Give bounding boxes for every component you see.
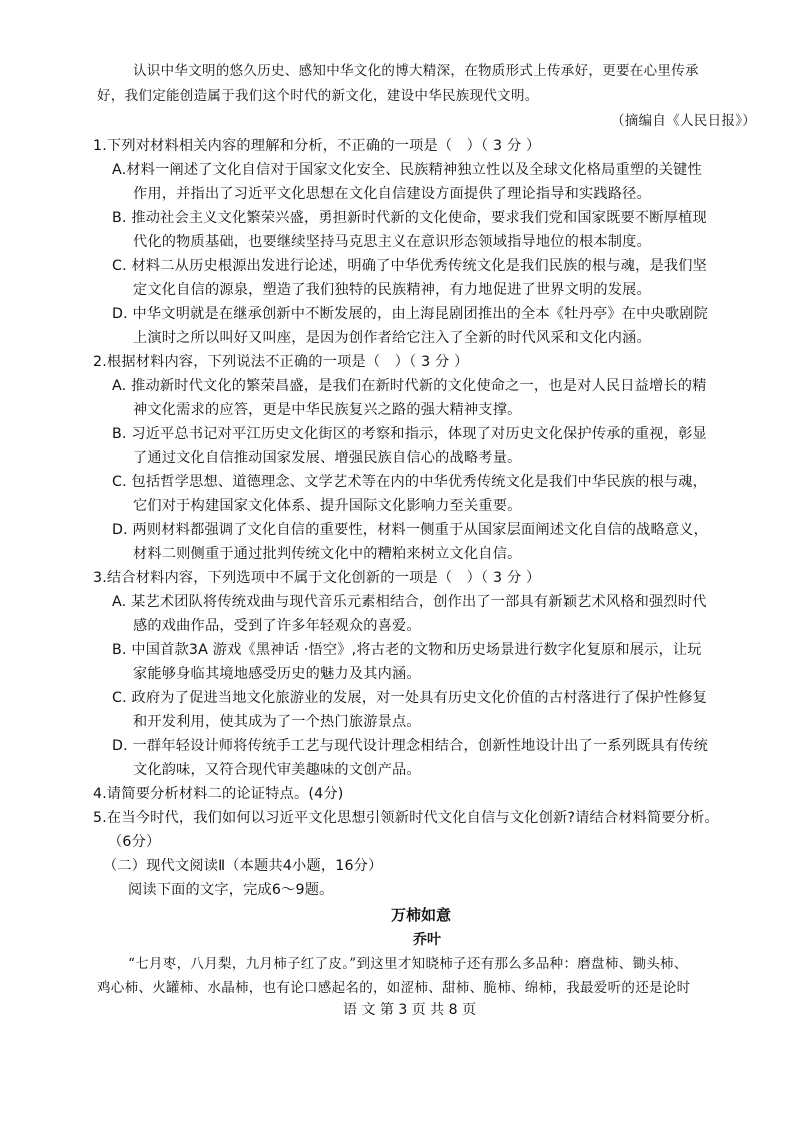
q3-option-c-line-2: 和开发利用，使其成为了一个热门旅游景点。: [133, 714, 421, 730]
q2-option-d-line-1: D. 两则材料都强调了文化自信的重要性，材料一侧重于从国家层面阐述文化自信的战略意义，: [112, 522, 709, 538]
q3-option-d-line-2: 文化韵味，又符合现代审美趣味的文创产品。: [133, 762, 421, 778]
q2-option-c-line-2: 它们对于构建国家文化体系、提升国际文化影响力至关重要。: [133, 498, 522, 514]
intro-line-2: 好，我们定能创造属于我们这个时代的新文化，建设中华民族现代文明。: [97, 88, 539, 104]
q2-option-d-line-2: 材料二则侧重于通过批判传统文化中的糟粕来树立文化自信。: [133, 546, 522, 562]
q3-option-b-line-1: B. 中国首款3A 游戏《黑神话 ·悟空》,将古老的文物和历史场景进行数字化复原和展示，让玩: [112, 642, 702, 658]
q3-option-a-line-2: 感的戏曲作品，受到了许多年轻观众的喜爱。: [133, 618, 421, 634]
question-5-score: （6分）: [108, 834, 161, 850]
intro-line-1: 认识中华文明的悠久历史、感知中华文化的博大精深，在物质形式上传承好，更要在心里传承: [133, 63, 699, 79]
q1-option-a-line-2: 作用，并指出了习近平文化思想在文化自信建设方面提供了理论指导和实践路径。: [133, 186, 651, 202]
q2-option-a-line-1: A. 推动新时代文化的繁荣昌盛，是我们在新时代新的文化使命之一，也是对人民日益增长的精: [112, 378, 707, 394]
q1-option-d-line-2: 上演时之所以叫好又叫座，是因为创作者给它注入了全新的时代风采和文化内涵。: [133, 330, 651, 346]
q1-option-a-line-1: A.材料一阐述了文化自信对于国家文化安全、民族精神独立性以及全球文化格局重塑的关键性: [112, 162, 702, 178]
q2-option-b-line-1: B. 习近平总书记对平江历史文化街区的考察和指示，体现了对历史文化保护传承的重视，彰显: [112, 426, 707, 442]
question-4-stem: 4.请简要分析材料二的论证特点。(4分): [93, 786, 344, 802]
question-3-stem: 3.结合材料内容，下列选项中不属于文化创新的一项是（ ）（ 3 分 ）: [93, 570, 541, 586]
q3-option-a-line-1: A. 某艺术团队将传统戏曲与现代音乐元素相结合，创作出了一部具有新颖艺术风格和强烈时代: [112, 594, 707, 610]
q2-option-a-line-2: 神文化需求的应答，更是中华民族复兴之路的强大精神支撑。: [133, 402, 522, 418]
question-1-stem: 1.下列对材料相关内容的理解和分析，不正确的一项是（ ）（ 3 分 ）: [93, 138, 541, 154]
q1-option-d-line-1: D. 中华文明就是在继承创新中不断发展的，由上海昆剧团推出的全本《牡丹亭》在中央歌剧院: [112, 306, 709, 322]
section-instruction: 阅读下面的文字，完成6～9题。: [128, 882, 334, 898]
q1-option-c-line-2: 定文化自信的源泉，塑造了我们独特的民族精神，有力地促进了世界文明的发展。: [133, 282, 651, 298]
article-paragraph-line-2: 鸡心柿、火罐柿、水晶柿，也有论口感起名的，如涩柿、甜柿、脆柿、绵柿，我最爱听的还是论时: [97, 980, 691, 996]
question-2-stem: 2.根据材料内容，下列说法不正确的一项是（ ）（ 3 分 ）: [93, 354, 469, 370]
article-title: 万柿如意: [391, 906, 452, 924]
q2-option-c-line-1: C. 包括哲学思想、道德理念、文学艺术等在内的中华优秀传统文化是我们中华民族的根与魂，: [112, 474, 708, 490]
q3-option-d-line-1: D. 一群年轻设计师将传统手工艺与现代设计理念相结合，创新性地设计出了一系列既具有传统: [112, 738, 709, 754]
article-paragraph-line-1: “七月枣，八月梨，九月柿子红了皮。”到这里才知晓柿子还有那么多品种：磨盘柿、锄头柿、: [128, 956, 688, 972]
q3-option-b-line-2: 家能够身临其境地感受历史的魅力及其内涵。: [133, 666, 421, 682]
question-5-stem: 5.在当今时代，我们如何以习近平文化思想引领新时代文化自信与文化创新?请结合材料简要分析。: [93, 810, 719, 826]
page-footer: 语 文 第 3 页 共 8 页: [343, 1002, 476, 1018]
q1-option-c-line-1: C. 材料二从历史根源出发进行论述，明确了中华优秀传统文化是我们民族的根与魂，是我们坚: [112, 258, 708, 274]
q1-option-b-line-2: 代化的物质基础，也要继续坚持马克思主义在意识形态领域指导地位的根本制度。: [133, 234, 651, 250]
q3-option-c-line-1: C. 政府为了促进当地文化旅游业的发展，对一处具有历史文化价值的古村落进行了保护性修复: [112, 690, 708, 706]
section-heading: （二）现代文阅读Ⅱ（本题共4小题，16分）: [103, 858, 383, 874]
q1-option-b-line-1: B. 推动社会主义文化繁荣兴盛，勇担新时代新的文化使命，要求我们党和国家既要不断厚植现: [112, 210, 707, 226]
q2-option-b-line-2: 了通过文化自信推动国家发展、增强民族自信心的战略考量。: [133, 450, 522, 466]
article-author: 乔叶: [413, 932, 441, 948]
intro-source: （摘编自《人民日报》）: [611, 113, 757, 129]
